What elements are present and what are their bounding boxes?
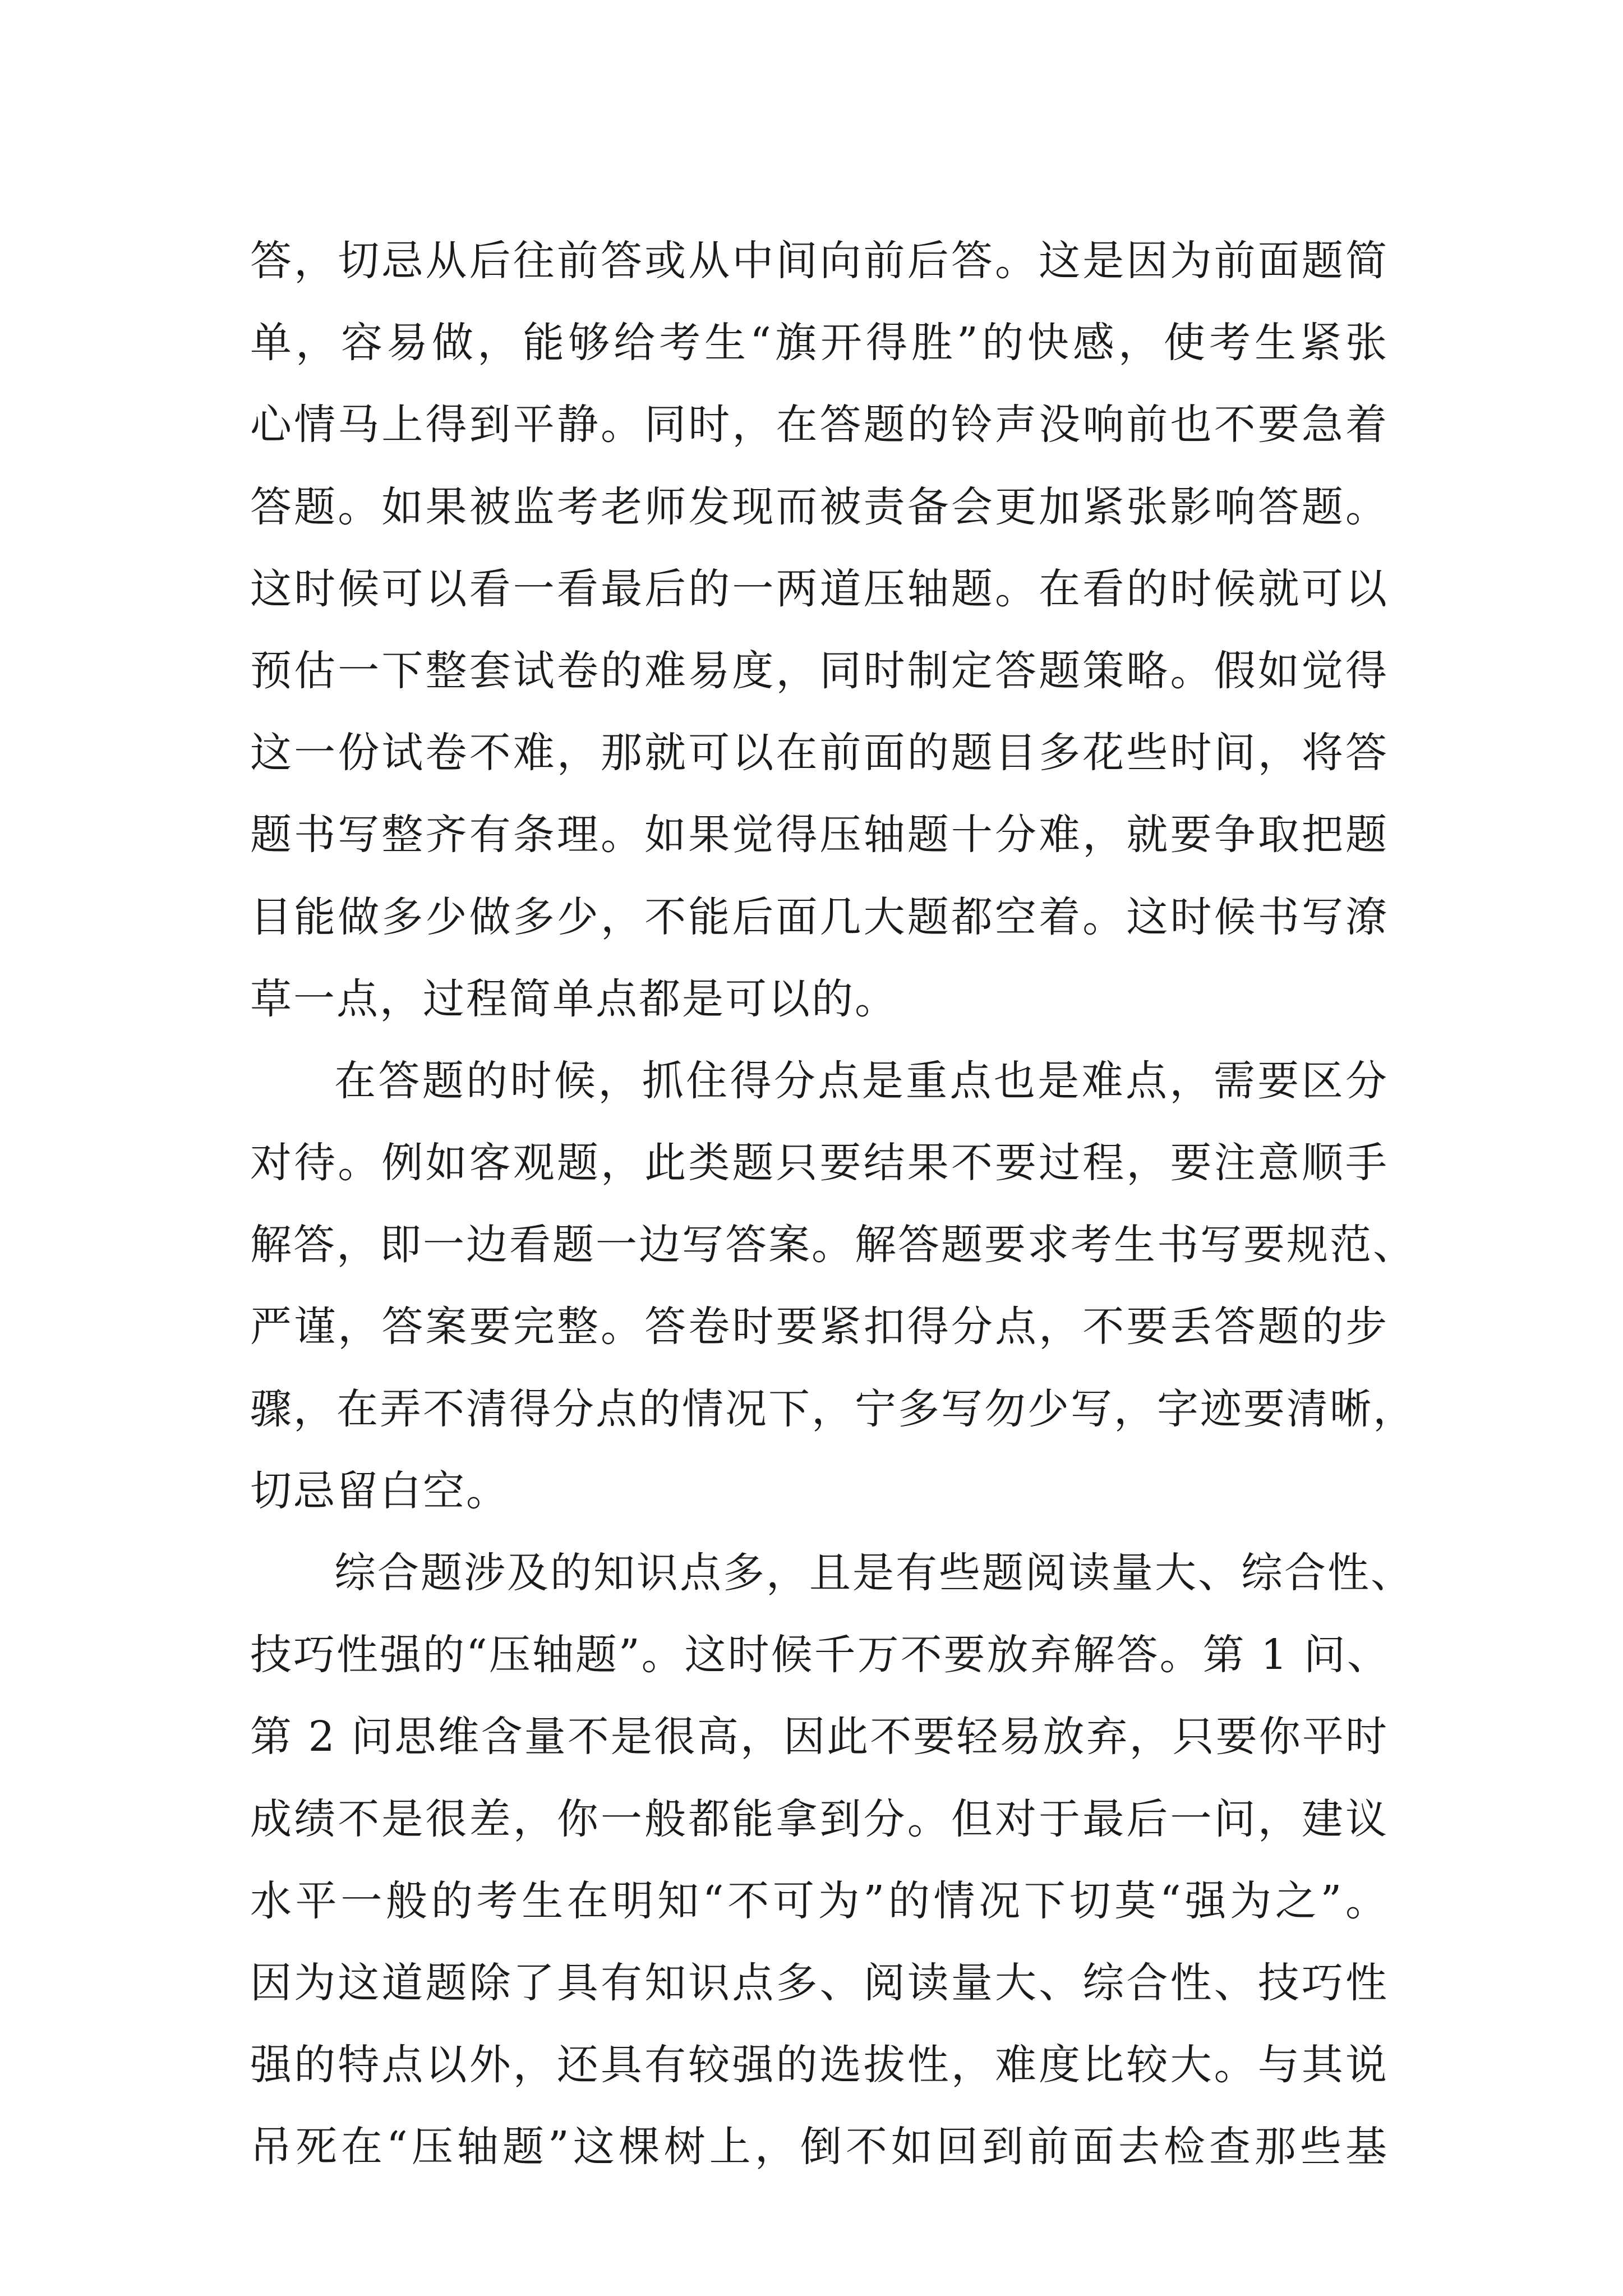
text-line: 技巧性强的“压轴题”。这时候千万不要放弃解答。第 1 问、 bbox=[250, 1631, 1390, 1680]
text-line: 因为这道题除了具有知识点多、阅读量大、综合性、技巧性 bbox=[250, 1958, 1389, 2007]
text-line: 吊死在“压轴题”这棵树上，倒不如回到前面去检查那些基 bbox=[250, 2123, 1389, 2171]
text-line: 在答题的时候，抓住得分点是重点也是难点，需要区分 bbox=[334, 1056, 1389, 1105]
text-line: 切忌留白空。 bbox=[250, 1466, 509, 1515]
body-text bbox=[250, 220, 1416, 2188]
text-line: 答题。如果被监考老师发现而被责备会更加紧张影响答题。 bbox=[250, 482, 1389, 531]
text-line: 骤，在弄不清得分点的情况下，宁多写勿少写，字迹要清晰， bbox=[250, 1384, 1416, 1433]
text-line: 这一份试卷不难，那就可以在前面的题目多花些时间，将答 bbox=[250, 729, 1389, 777]
text-line: 心情马上得到平静。同时，在答题的铃声没响前也不要急着 bbox=[250, 401, 1389, 449]
text-line: 这时候可以看一看最后的一两道压轴题。在看的时候就可以 bbox=[250, 564, 1389, 613]
text-line: 成绩不是很差，你一般都能拿到分。但对于最后一问，建议 bbox=[250, 1795, 1389, 1843]
text-line: 强的特点以外，还具有较强的选拔性，难度比较大。与其说 bbox=[250, 2041, 1389, 2090]
text-line: 题书写整齐有条理。如果觉得压轴题十分难，就要争取把题 bbox=[250, 811, 1389, 859]
text-line: 综合题涉及的知识点多，且是有些题阅读量大、综合性、 bbox=[334, 1549, 1414, 1597]
paragraph-1 bbox=[250, 220, 1389, 1040]
paragraph-3 bbox=[250, 1532, 1414, 2188]
text-line: 答，切忌从后往前答或从中间向前后答。这是因为前面题简 bbox=[250, 237, 1389, 285]
text-line: 解答，即一边看题一边写答案。解答题要求考生书写要规范、 bbox=[250, 1221, 1416, 1269]
text-line: 目能做多少做多少，不能后面几大题都空着。这时候书写潦 bbox=[250, 892, 1389, 941]
text-line: 对待。例如客观题，此类题只要结果不要过程，要注意顺手 bbox=[250, 1139, 1389, 1188]
text-line: 单，容易做，能够给考生“旗开得胜”的快感，使考生紧张 bbox=[250, 319, 1389, 367]
paragraph-2 bbox=[250, 1040, 1416, 1532]
text-line: 水平一般的考生在明知“不可为”的情况下切莫“强为之”。 bbox=[250, 1876, 1389, 1925]
text-line: 严谨，答案要完整。答卷时要紧扣得分点，不要丢答题的步 bbox=[250, 1303, 1389, 1351]
text-line: 第 2 问思维含量不是很高，因此不要轻易放弃，只要你平时 bbox=[250, 1713, 1389, 1761]
text-line: 预估一下整套试卷的难易度，同时制定答题策略。假如觉得 bbox=[250, 646, 1389, 695]
text-line: 草一点，过程简单点都是可以的。 bbox=[250, 974, 898, 1023]
